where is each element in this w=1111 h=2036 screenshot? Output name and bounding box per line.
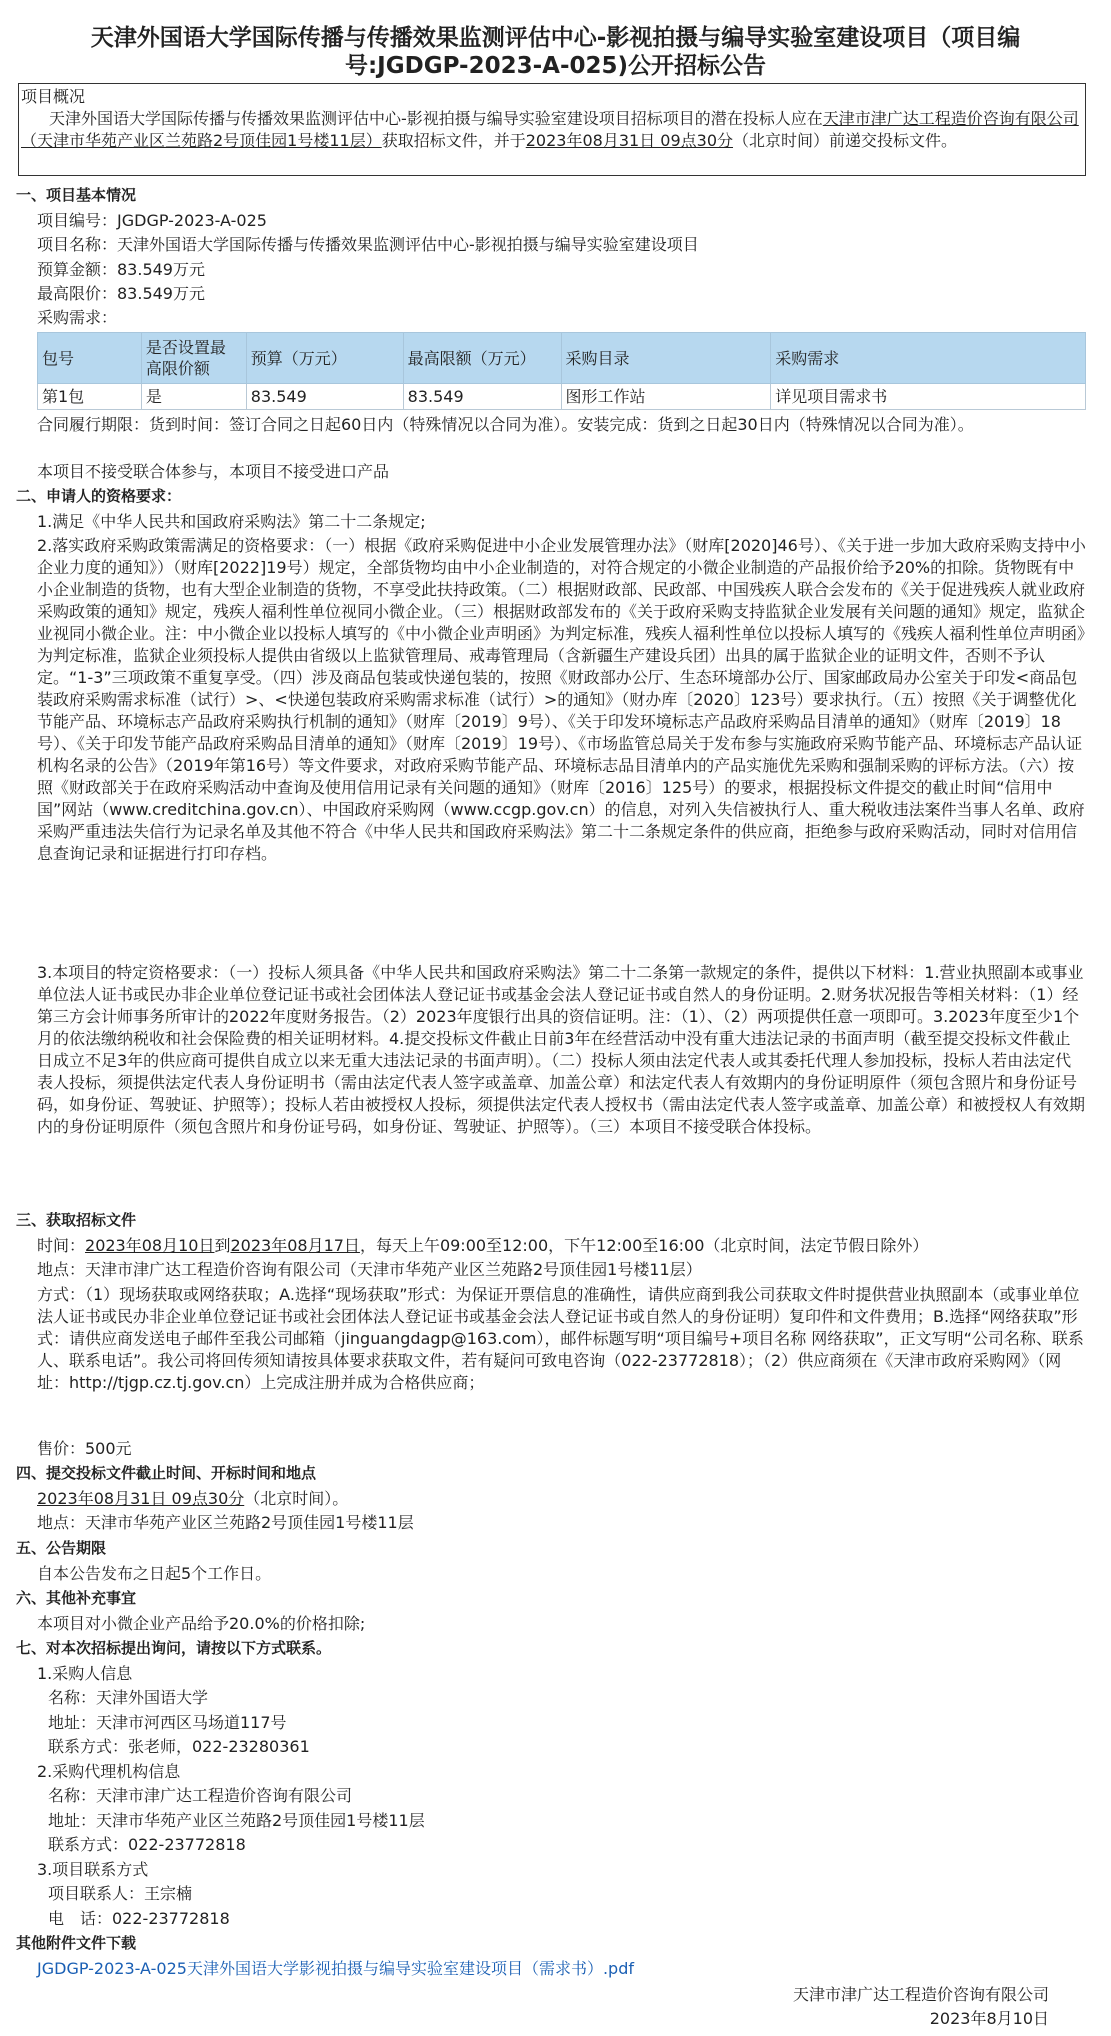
table-header: 最高限额（万元） [403,333,561,384]
section4-heading: 四、提交投标文件截止时间、开标时间和地点 [16,1464,317,1482]
time-post: ，每天上午09:00至12:00，下午12:00至16:00（北京时间，法定节假日除外） [359,1236,929,1255]
overview-heading: 项目概况 [21,87,86,106]
overview-deadline: 2023年08月31日 09点30分 [525,131,733,150]
purchaser-contact: 联系方式：张老师，022-23280361 [48,1737,310,1756]
signature-org: 天津市津广达工程造价咨询有限公司 [792,1985,1049,2004]
consortium-note: 本项目不接受联合体参与，本项目不接受进口产品 [37,462,390,481]
overview-box [18,83,1086,176]
document-price: 售价：500元 [37,1439,132,1458]
qualification-item-3: 3.本项目的特定资格要求：（一）投标人须具备《中华人民共和国政府采购法》第二十二条第一款规定的条件，提供以下材料：1.营业执照副本或事业单位法人证书或民办非企业单位登记证书或社会团体法人登记证书或基金会法人登记证书或自然人的身份证明。2.财务状况报告等相关材料：（1）经第三方会计师事务所审计的2022年度财务报告。（2）2023年度银行出具的资信证明。注：（1）、（2）两项提供任意一项即可。3.2023年度至少1个月的依法缴纳税收和社会保险费的相关证明材料。4.提交投标文件截止日前3年在经营活动中没有重大违法记录的书面声明（截至提交投标文件截止日成立不足3年的供应商可提供自成立以来无重大违法记录的书面声明）。（二）投标人须由法定代表人或其委托代理人参加投标，投标人若由法定代表人投标，须提供法定代表人身份证明书（需由法定代表人签字或盖章、加盖公章）和法定代表人有效期内的身份证明原件（须包含照片和身份证号码，如身份证、驾驶证、护照等）；投标人若由被授权人投标，须提供法定代表人授权书（需由法定代表人签字或盖章、加盖公章）和被授权人有效期内的身份证明原件（须包含照片和身份证号码，如身份证、驾驶证、护照等）。（三）本项目不接受联合体投标。 [37,963,1086,1136]
attachment-item [37,1958,634,1980]
section6-heading: 六、其他补充事宜 [16,1589,137,1607]
time-end: 2023年08月17日 [230,1236,360,1255]
announcement-period: 自本公告发布之日起5个工作日。 [37,1564,272,1583]
attachments-heading: 其他附件文件下载 [16,1934,137,1952]
table-header: 采购目录 [561,333,771,384]
project-number: 项目编号：JGDGP-2023-A-025 [37,211,267,230]
overview-p2: 获取招标文件，并于 [381,131,526,150]
section7-heading: 七、对本次招标提出询问，请按以下方式联系。 [16,1639,332,1657]
acquisition-method: 方式：（1）现场获取或网络获取；A.选择“现场获取”形式：为保证开票信息的准确性，请供应商到我公司获取文件时提供营业执照副本（或事业单位法人证书或民办非企业单位登记证书或社会团体法人登记证书或基金会法人登记证书或自然人的身份证明）复印件和文件费用；B.选择“网络获取”形式：请供应商发送电子邮件至我公司邮箱（jinguangdagp@163.com），邮件标题写明“项目编号+项目名称 网络获取”，正文写明“公司名称、联系人、联系电话”。我公司将回传须知请按具体要求获取文件，若有疑问可致电咨询（022-23772818）；（2）供应商须在《天津市政府采购网》（网址：http://tjgp.cz.tj.gov.cn）上完成注册并成为合格供应商； [37,1285,1084,1392]
table-cell: 详见项目需求书 [771,384,1086,410]
contract-period: 合同履行期限：货到时间：签订合同之日起60日内（特殊情况以合同为准）。安装完成：货到之日起30日内（特殊情况以合同为准）。 [37,415,974,434]
budget-amount: 预算金额：83.549万元 [37,260,205,279]
overview-p3: （北京时间）前递交投标文件。 [733,131,958,150]
purchaser-address: 地址：天津市河西区马场道117号 [48,1713,287,1732]
overview-p1: 天津外国语大学国际传播与传播效果监测评估中心-影视拍摄与编导实验室建设项目招标项目的潜在投标人应在 [49,109,823,128]
attachment-download-link[interactable]: JGDGP-2023-A-025天津外国语大学影视拍摄与编导实验室建设项目（需求书）.pdf [37,1959,634,1978]
max-price: 最高限价：83.549万元 [37,284,205,303]
agency-contact: 联系方式：022-23772818 [48,1835,246,1854]
purchaser-name: 名称：天津外国语大学 [48,1688,209,1707]
bid-deadline-post: （北京时间）。 [244,1489,349,1508]
bid-place: 地点：天津市华苑产业区兰苑路2号顶佳园1号楼11层 [37,1513,414,1532]
page-title: 天津外国语大学国际传播与传播效果监测评估中心-影视拍摄与编导实验室建设项目（项目编号:JGDGP-2023-A-025)公开招标公告 [90,25,1021,79]
table-header: 包号 [38,333,142,384]
table-cell: 图形工作站 [561,384,771,410]
time-mid: 到 [214,1236,231,1255]
table-cell: 是 [141,384,246,410]
bid-deadline-date: 2023年08月31日 09点30分 [37,1489,245,1508]
time-prefix: 时间： [37,1236,86,1255]
time-start: 2023年08月10日 [85,1236,215,1255]
project-contact-label: 3.项目联系方式 [37,1860,149,1879]
section1-heading: 一、项目基本情况 [16,186,137,204]
procurement-table [37,332,1086,410]
table-cell: 第1包 [38,384,142,410]
table-cell: 83.549 [403,384,561,410]
agency-address: 地址：天津市华苑产业区兰苑路2号顶佳园1号楼11层 [48,1811,425,1830]
table-header: 采购需求 [771,333,1086,384]
table-header: 预算（万元） [246,333,403,384]
section2-heading: 二、申请人的资格要求： [16,487,182,505]
supplementary-note: 本项目对小微企业产品给予20.0%的价格扣除; [37,1614,366,1633]
project-contact-phone: 电 话：022-23772818 [48,1909,230,1928]
qualification-item-2: 2.落实政府采购政策需满足的资格要求：（一）根据《政府采购促进中小企业发展管理办法》（财库[2020]46号）、《关于进一步加大政府采购支持中小企业力度的通知》）（财库[2022]19号）规定，全部货物均由中小企业制造的，对符合规定的小微企业制造的产品报价给予20%的扣除。货物既有中小企业制造的货物，也有大型企业制造的货物，不享受此扶持政策。（二）根据财政部、民政部、中国残疾人联合会发布的《关于促进残疾人就业政府采购政策的通知》规定，残疾人福利性单位视同小微企业。（三）根据财政部发布的《关于政府采购支持监狱企业发展有关问题的通知》规定，监狱企业视同小微企业。注：中小微企业以投标人填写的《中小微企业声明函》为判定标准，残疾人福利性单位以投标人填写的《残疾人福利性单位声明函》为判定标准，监狱企业须投标人提供由省级以上监狱管理局、戒毒管理局（含新疆生产建设兵团）出具的属于监狱企业的证明文件，否则不予认定。“1-3”三项政策不重复享受。（四）涉及商品包装或快递包装的，按照《财政部办公厅、生态环境部办公厅、国家邮政局办公室关于印发<商品包装政府采购需求标准（试行）>、<快递包装政府采购需求标准（试行）>的通知》（财办库〔2020〕123号）要求执行。（五）按照《关于调整优化节能产品、环境标志产品政府采购执行机制的通知》（财库〔2019〕9号）、《关于印发环境标志产品政府采购品目清单的通知》（财库〔2019〕18号）、《关于印发节能产品政府采购品目清单的通知》（财库〔2019〕19号）、《市场监管总局关于发布参与实施政府采购节能产品、环境标志产品认证机构名录的公告》（2019年第16号）等文件要求，对政府采购节能产品、环境标志品目清单内的产品实施优先采购和强制采购的评标方法。（六）按照《财政部关于在政府采购活动中查询及使用信用记录有关问题的通知》（财库〔2016〕125号）的要求，根据投标文件提交的截止时间“信用中国”网站（www.creditchina.gov.cn）、中国政府采购网（www.ccgp.gov.cn）的信息，对列入失信被执行人、重大税收违法案件当事人名单、政府采购严重违法失信行为记录名单及其他不符合《中华人民共和国政府采购法》第二十二条规定条件的供应商，拒绝参与政府采购活动，同时对信用信息查询记录和证据进行打印存档。 [37,536,1086,863]
acquisition-place: 地点：天津市津广达工程造价咨询有限公司（天津市华苑产业区兰苑路2号顶佳园1号楼11层） [37,1260,702,1279]
acquisition-time [37,1235,928,1257]
table-cell: 83.549 [246,384,403,410]
table-header: 是否设置最高限价额 [141,333,246,384]
project-name: 项目名称：天津外国语大学国际传播与传播效果监测评估中心-影视拍摄与编导实验室建设项目 [37,235,699,254]
agency-name: 名称：天津市津广达工程造价咨询有限公司 [48,1786,353,1805]
overview-agent-location: 天津市津广达工程造价咨询有限公司（天津市华苑产业区兰苑路2号顶佳园1号楼11层） [21,109,1079,150]
section5-heading: 五、公告期限 [16,1539,107,1557]
table-header-row [38,333,1086,384]
section3-heading: 三、获取招标文件 [16,1211,137,1229]
purchaser-label: 1.采购人信息 [37,1664,133,1683]
bid-deadline [37,1488,348,1510]
signature-date: 2023年8月10日 [929,2009,1049,2028]
agency-label: 2.采购代理机构信息 [37,1762,181,1781]
table-row [38,384,1086,410]
overview-text [21,108,1085,152]
demand-label: 采购需求： [37,308,118,327]
qualification-item-1: 1.满足《中华人民共和国政府采购法》第二十二条规定; [37,512,426,531]
project-contact-person: 项目联系人：王宗楠 [48,1884,193,1903]
